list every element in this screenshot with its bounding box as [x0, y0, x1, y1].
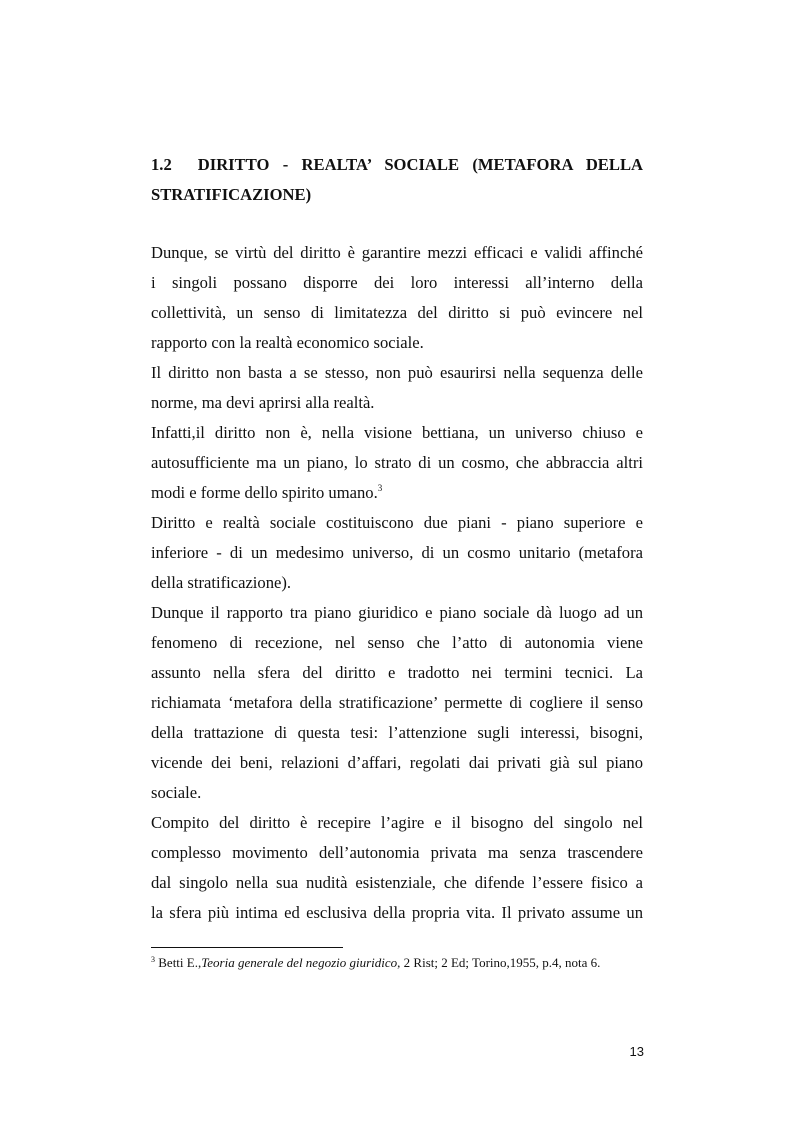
- body-line-text: collettività, un senso di limitatezza del diritto si può evincere nel: [151, 303, 643, 322]
- body-line-text: norme, ma devi aprirsi alla realtà.: [151, 393, 375, 412]
- body-line: [151, 598, 643, 628]
- body-line: [151, 748, 643, 778]
- footnote: [151, 955, 651, 971]
- body-line-text: Diritto e realtà sociale costituiscono due piani - piano superiore e: [151, 513, 643, 532]
- section-heading: [151, 150, 643, 210]
- body-line-text: Dunque, se virtù del diritto è garantire mezzi efficaci e validi affinché: [151, 243, 643, 262]
- body-line: [151, 478, 643, 508]
- body-line: [151, 268, 643, 298]
- body-line-text: inferiore - di un medesimo universo, di un cosmo unitario (metafora: [151, 543, 643, 562]
- body-line-text: modi e forme dello spirito umano.: [151, 483, 378, 502]
- body-line: [151, 568, 643, 598]
- footnote-details: , 2 Rist; 2 Ed; Torino,1955, p.4, nota 6.: [397, 955, 601, 970]
- body-line-text: Il diritto non basta a se stesso, non può esaurirsi nella sequenza delle: [151, 363, 643, 382]
- body-line: [151, 808, 643, 838]
- body-line: [151, 448, 643, 478]
- body-line: [151, 418, 643, 448]
- body-line: [151, 688, 643, 718]
- body-line: [151, 658, 643, 688]
- body-text: [151, 238, 643, 928]
- page-number: 13: [629, 1044, 644, 1059]
- body-line-text: rapporto con la realtà economico sociale.: [151, 333, 424, 352]
- body-line: [151, 328, 643, 358]
- body-line-text: complesso movimento dell’autonomia privata ma senza trascendere: [151, 843, 643, 862]
- body-line: [151, 778, 643, 808]
- body-line-text: fenomeno di recezione, nel senso che l’atto di autonomia viene: [151, 633, 643, 652]
- body-line-text: vicende dei beni, relazioni d’affari, regolati dai privati già sul piano: [151, 753, 643, 772]
- footnote-number: 3: [151, 955, 155, 964]
- body-line-text: assunto nella sfera del diritto e tradotto nei termini tecnici. La: [151, 663, 643, 682]
- body-line: [151, 238, 643, 268]
- body-line: [151, 838, 643, 868]
- body-line: [151, 358, 643, 388]
- body-line-text: autosufficiente ma un piano, lo strato di un cosmo, che abbraccia altri: [151, 453, 643, 472]
- footnote-author: Betti E.,: [158, 955, 202, 970]
- body-line-text: i singoli possano disporre dei loro interessi all’interno della: [151, 273, 643, 292]
- body-line: [151, 628, 643, 658]
- body-line-text: della stratificazione).: [151, 573, 292, 592]
- body-line: [151, 508, 643, 538]
- body-line-text: Dunque il rapporto tra piano giuridico e piano sociale dà luogo ad un: [151, 603, 643, 622]
- footnote-title: Teoria generale del negozio giuridico: [201, 955, 398, 970]
- body-line-text: della trattazione di questa tesi: l’attenzione sugli interessi, bisogni,: [151, 723, 643, 742]
- footnote-reference[interactable]: 3: [377, 483, 383, 493]
- body-line-text: sociale.: [151, 783, 202, 802]
- section-title-line-1: DIRITTO - REALTA’ SOCIALE (METAFORA DELLA: [197, 155, 643, 174]
- body-line: [151, 538, 643, 568]
- body-line-text: Compito del diritto è recepire l’agire e il bisogno del singolo nel: [151, 813, 643, 832]
- body-line-text: Infatti,il diritto non è, nella visione bettiana, un universo chiuso e: [151, 423, 643, 442]
- body-line: [151, 388, 643, 418]
- body-line: [151, 898, 643, 928]
- body-line: [151, 298, 643, 328]
- body-line: [151, 868, 643, 898]
- footnote-separator: [151, 947, 343, 948]
- body-line-text: richiamata ‘metafora della stratificazione’ permette di cogliere il senso: [151, 693, 643, 712]
- body-line: [151, 718, 643, 748]
- body-line-text: la sfera più intima ed esclusiva della propria vita. Il privato assume un: [151, 903, 643, 922]
- section-title-line-2: STRATIFICAZIONE): [151, 185, 312, 204]
- body-line-text: dal singolo nella sua nudità esistenziale, che difende l’essere fisico a: [151, 873, 643, 892]
- section-number: 1.2: [151, 155, 172, 174]
